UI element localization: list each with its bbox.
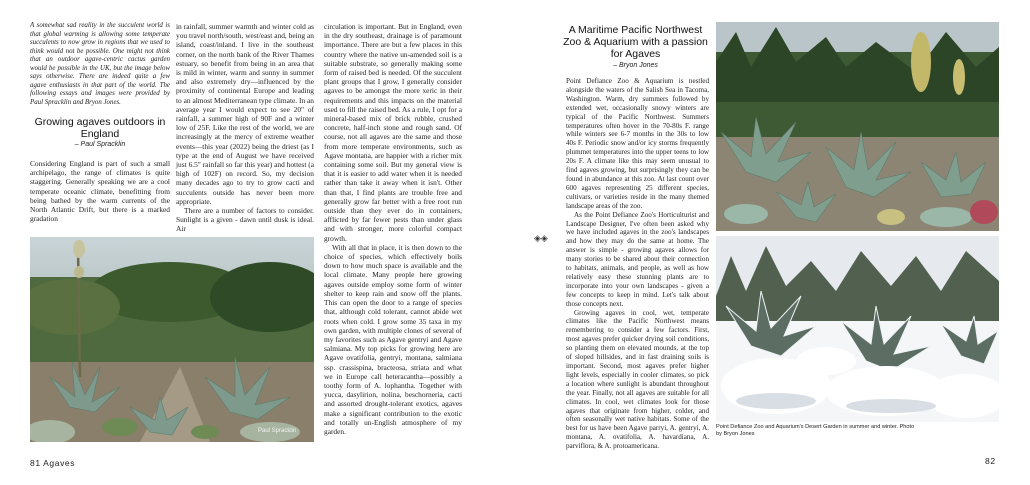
paragraph: Growing agaves in cool, wet, temperate climates like the Pacific Northwest means remembering to consider a few factors. First, most agaves prefer quicker drying soil conditions, so planting them on elevated mounds, at the top of sloped hillsides, and in fast draining soils is important. Second, most agaves prefer higher light levels, especially in cooler climates, so pick a location where sunlight is abundant throughout the year. Finally, not all agaves are suitable for all climates. In cool, wet climates look for those agaves that originate from higher, colder, and often seasonally wet native habitats. Some of the best for us have been Agave parryi, A. gentryi, A. montana, A. ovatifolia, A. havardiana, A. parviflora, & A. protoamericana.: [566, 308, 709, 451]
photo-credit: Paul Spracklin: [258, 428, 297, 434]
left-column-1-text: [30, 159, 170, 223]
garden-photo-england: [30, 237, 314, 442]
page-number-right: 82: [985, 456, 996, 466]
desert-garden-winter-photo: [716, 236, 999, 422]
paragraph: There are a number of factors to consider. Sunlight is a given - dawn until dusk is ideal. Air: [176, 206, 314, 234]
left-column-3-text: [324, 22, 462, 436]
page-ornament: ◈◈: [534, 233, 548, 243]
paragraph: As the Point Defiance Zoo's Horticulturist and Landscape Designer, I've often been asked why we have included agaves in the zoo's landscapes and how they may do the same at home. The answer is simple - growing agaves allows for many stories to be shared about their connection to habitats, animals, and people, as well as how relatively easy these stunning plants are to incorporate into your own landscapes - given a few concepts to keep in mind. Let's talk about those concepts next.: [566, 210, 709, 308]
article-byline-jones: – Bryon Jones: [613, 62, 658, 69]
article-title-england: Growing agaves outdoors in England: [34, 116, 166, 140]
summer-garden-illustration: [716, 22, 999, 231]
page-number-left: 81 Agaves: [30, 458, 76, 468]
desert-garden-summer-photo: [716, 22, 999, 231]
right-column-text: [566, 77, 709, 451]
paragraph: With all that in place, it is then down to the choice of species, which effectively boils down to how much space is available and the local climate. Many people here growing agaves outside employ some form of winter shelter to keep rain and snow off the plants. This can open the door to a range of species that, although cold tolerant, cannot abide wet roots when cold. I grow some 35 taxa in my own garden, with multiple clones of several of my favorites such as Agave gentryi and Agave salmiana. My top picks for growing here are Agave ovatifolia, gentryi, montana, salmiana ssp. crassispina, bracteosa, striata and what we in Europe call heteracantha—possibly a toothy form of A. lophantha. Together with yucca, dasylirion, nolina, beschorneria, cacti and assorted drought-tolerant exotics, agaves make a significant contribution to the exotic and totally un-English atmosphere of my garden.: [324, 242, 462, 436]
photo-caption: Point Defiance Zoo and Aquarium's Desert Garden in summer and winter. Photo by Bryon Jones: [716, 424, 915, 437]
left-column-2-text: [176, 22, 314, 234]
paragraph: Point Defiance Zoo & Aquarium is nestled alongside the waters of the Salish Sea in Tacoma, Washington. Warm, dry summers followed by extended wet, occasionally snowy winters are typical of the Pacific Northwest. Summers temperatures often hover in the 70-80s F. range while winters see 6-7 months in the 30s to low 40s F. Periodic snow and/or icy storms frequently plummet temperatures into the upper teens to low 20s F. A climate like this may seem unusual to find agaves growing, but surprisingly they can be found in abundance at this zoo. At last count over 600 agaves representing 25 different species, cultivars, or varieties reside in the many themed landscape areas of the zoo.: [566, 77, 709, 210]
paragraph: circulation is important. But in England, even in the dry southeast, drainage is of paramount importance. There are but a few places in this country where the native un-amended soil is a suitable substrate, so generally making some form of raised bed is needed. Of the succulent plant groups that I grow, I generally consider agaves to be amongst the more xeric in their requirements and this impacts on the material used to fill the raised bed. As a rule, I opt for a mineral-based mix of brick rubble, crushed concrete, half-inch stone and rough sand. Of course, not all agaves are the same and those from more temperate environments, such as Agave montana, are happier with a richer mix containing some soil. But my general view is that it is easier to add water when it is needed rather than take it away when it isn't. Other than that, I find plants are trouble free and generally grow far better with a free root run outside than they ever do in containers, afflicted by far fewer pests than under glass and with stronger, more colorful compact growth.: [324, 22, 462, 243]
paragraph: Considering England is part of such a small archipelago, the range of climates is quite staggering. Generally speaking we are a cool temperate oceanic climate, benefitting from being bathed by the warm currents of the North Atlantic Drift, but there is a marked gradation: [30, 159, 170, 224]
paragraph: in rainfall, summer warmth and winter cold as you travel north/south, west/east and, being an island, coast/inland. I live in the southeast corner, on the north bank of the River Thames estuary, so benefit from being in an area that is mild in winter, warm and sunny in summer and also extremely dry—influenced by the proximity of continental Europe and leading to an almost Mediterranean type climate. In an average year I would expect to see 20" of rainfall, a summer high of 90F and a winter low of 25F. Like the rest of the world, we are increasingly at the mercy of extreme weather events—this year (2022) being the driest (as I type at the end of August we have received just 6.5" rainfall so far this year) and hottest (a high of 102F) on record. So, my decision many decades ago to try to grow cacti and succulents outside has never been more appropriate.: [176, 22, 314, 206]
intro-note: A somewhat sad reality in the succulent world is that global warming is allowing some temperate succulents to now grow in regions that we used to think would not be possible. One might not think that an outdoor agave-centric cactus garden would be possible in the UK, but the image below says otherwise. There are indeed quite a few agave enthusiasts in that part of the world. The following essays and images were provided by Paul Spracklin and Bryon Jones.: [30, 22, 170, 106]
article-title-zoo: A Maritime Pacific Northwest Zoo & Aquarium with a passion for Agaves: [563, 24, 708, 60]
agave-garden-illustration: [30, 237, 314, 442]
winter-garden-illustration: [716, 236, 999, 422]
article-byline-spracklin: – Paul Spracklin: [74, 141, 126, 148]
